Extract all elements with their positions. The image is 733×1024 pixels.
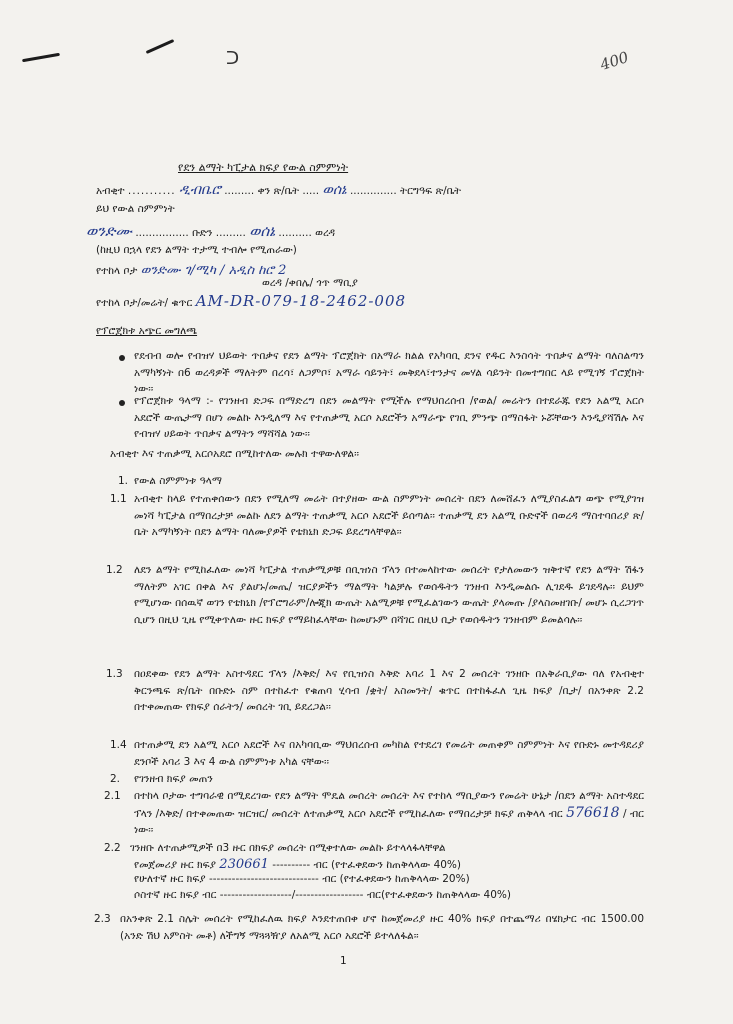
site-number: AM-DR-079-18-2462-008 <box>195 292 407 310</box>
clause-1-1: አብቂተ ከላይ የተጠቀሰውን በደን የሚለማ መሬት በተያዘው ውል ስምምነት መሰረት በደን ለመሸፈን ለሚያስፈልግ ወጭ የሚያገዝ መነሻ ካፒታል በማበረታቻ መልኩ ለደን ልማት ተጠቃሚ አርሶ አደሮች ይሰጣል፡፡ ተጠቃሚ ደን አልሚ ቡድኖች በወረዳ ማስተባበሪያ ጽ/ቤት አማካኝነት በደን ልማት ባለሙያዎች የቴክኒክ ድጋፍ ይደረግላቸዋል፡፡ <box>134 493 644 538</box>
parties-l1-b: ቀን ጽ/ቤት <box>257 185 300 197</box>
planting-site: ወንድሙ ገ/ሚካ / አዲስ ከሮ 2 <box>140 263 287 278</box>
parties-l1-c: ትርግዓፍ ጽ/ቤት <box>400 185 462 197</box>
parties-line-5b: ወረዳ /ቀበሌ/ ጎጥ ማቢያ <box>262 277 358 289</box>
clause-2-1-text: በተከላ ቦታው ተግባራዊ በሚደረገው የደን ልማት ሞዴል መሰረት መሰረት እና የተከላ ማቢያውን የመሬት ሁኔታ /በደን ልማት አስተዳደር ፕላን /እቅድ/ በተቀመጠው ዝርዝር/ መሰረት ለተጠቃሚ አርሶ አደሮች የሚከፈለው የማበረታቻ ክፍያ ጠቅላላ ብር <box>134 790 644 820</box>
lender-location: ወሰኔ <box>322 182 347 198</box>
parties-l5-a: የተከላ ቦታ <box>96 265 138 277</box>
payment-row-2: የሁለተኛ ዙር ክፍያ ----------------------------- ብር (የተፈቀደውን ከጠቅላላው 20%) <box>134 873 470 885</box>
section-1-title: የውል ስምምነቱ ዓላማ <box>134 475 222 487</box>
bullet-2: የፕሮጀክቱ ዓላማ :- የገንዘብ ድጋፍ በማድረግ በደን መልማት የሚችሉ የማህበረሰብ /የወል/ መሬትን በተደራጁ የደን አልሚ አርሶ አደሮች ውጤታማ በሆነ መልኩ እንዲለማ እና የተጠቃሚ አርሶ አደሮችን አማራጭ የገቢ ምንጭ በማስፋት ኑሯቸውን እንዲያሻሽሉ እና የብዝሃ ሀይወት ጥበቃና ልማትን ማሻሻል ነው፡፡ <box>134 395 644 440</box>
payment-3-note: ብር(የተፈቀደውን ከጠቅላላው 40%) <box>366 889 511 901</box>
pen-mark-3: ᑐ <box>226 48 240 69</box>
parties-l3-b: ወረዳ <box>315 227 336 239</box>
payment-1-note: ብር (የተፈቀደውን ከጠቅላላው 40%) <box>313 859 462 871</box>
parties-l1-a: አብቂተ <box>96 185 125 197</box>
bullet-dot-2 <box>119 400 125 406</box>
section-2-number: 2. <box>110 773 121 785</box>
page-number: 1 <box>340 955 347 967</box>
clause-2-2-number: 2.2 <box>104 842 121 854</box>
intro-line: አብቂተ እና ተጠቃሚ አርሶአደሮ በሚከተለው መሉክ ተዋውለዋል፡፡ <box>110 448 360 460</box>
payment-1-label: የመጀመሪያ ዙር ክፍያ <box>134 859 216 871</box>
parties-line-1: አብቂተ ........... ዲብቤሮ ......... ቀን ጽ/ቤት ..... ወሰኔ .............. ትርግዓፍ ጽ/ቤት <box>96 182 462 198</box>
parties-line-6 <box>96 294 406 311</box>
payment-row-3: ሶስተኛ ዙር ክፍያ ብር -------------------/------------------ ብር(የተፈቀደውን ከጠቅላላው 40%) <box>134 889 511 901</box>
bullet-1: የደብብ ወሎ የብዝሃ ህይወት ጥበቃና የደን ልማት ፕሮጀክት በአማራ ክልል የአካባቢ ደንና የዱር እንስሳት ጥበቃና ልማት ባለስልጣን አማካኝነት በ6 ወረዳዎች ማለትም በረሳ፣ ለጋምቦ፣ አማራ ሳይንት፣ መቅደላ፣ተንታና መሃል ሳይንት በመተግበር ላይ የሚገኝ ፕሮጀክት ነው፡፡ <box>134 350 644 395</box>
pen-mark-1 <box>22 53 60 63</box>
clause-1-2-number: 1.2 <box>106 564 123 576</box>
clause-2-1-end: / ብር ነው፡፡ <box>134 807 644 836</box>
clause-2-3-number: 2.3 <box>94 913 111 925</box>
parties-line-4: (ከዚህ በኋላ የደን ልማት ተታሚ ተብሎ የሚጠራው) <box>96 244 297 256</box>
margin-number: 400 <box>597 48 631 74</box>
clause-1-3-number: 1.3 <box>106 668 123 680</box>
payment-1-amount: 230661 <box>219 857 269 872</box>
page-title: የደን ልማት ካፒታል ክፍያ የውል ስምምነት <box>178 161 349 174</box>
payment-2-label: የሁለተኛ ዙር ክፍያ <box>134 873 206 885</box>
total-amount: 576618 <box>566 804 620 821</box>
parties-line-3: ወንድሙ ................ ቡድን ......... ወሰኔ .......... ወረዳ <box>86 222 336 240</box>
lender-name: ዲብቤሮ <box>178 182 221 198</box>
payment-2-note: ብር (የተፈቀደውን ከጠቅላላው 20%) <box>322 873 470 885</box>
clause-1-4: በተጠቃሚ ደን አልሚ አርሶ አደሮች እና በአካባቢው ማህበረሰብ መካከል የተደረገ የመሬት መጠቀም ስምምነት እና የቡድኑ መተዳደሪያ ደንቦች አባሪ 3 እና 4 ውል ስምምነቱ አካል ናቸው፡፡ <box>134 739 644 768</box>
group-name: ወንድሙ <box>86 222 132 240</box>
clause-2-2-title: ገንዘቡ ለተጠቃሚዎች በ3 ዙር በክፍያ መሰረት በሚቀተለው መልኩ ይተላላፋላቸዋል <box>130 842 446 854</box>
group-location: ወሰኔ <box>249 222 276 240</box>
clause-2-1-number: 2.1 <box>104 790 121 802</box>
pen-mark-2 <box>146 39 175 54</box>
bullet-dot-1 <box>119 355 125 361</box>
clause-1-1-number: 1.1 <box>110 493 127 505</box>
clause-1-3: በዐደቀው የደን ልማት አስተዳደር ፕላን /እቅድ/ እና የቢዝነስ እቅድ አባሪ 1 እና 2 መሰረት ገንዘቡ በአቅራቢያው ባለ የአብቂተ ቅርንጫፍ ጽ/ቤት በቡድኑ ስም በተከፈተ የቁጠባ ሂሳብ /ቋት/ አስመንት/ ቁጥር በተከፋፈለ ጊዜ ክፍያ /ቢታ/ በአንቀጽ 2.2 በተቀመጠው የክፍያ ሰራትን/ መሰረት ገቢ ይደረጋል፡፡ <box>134 668 644 713</box>
clause-1-4-number: 1.4 <box>110 739 127 751</box>
section-2-title: የገንዘብ ክፍያ መጠን <box>134 773 213 785</box>
payment-3-label: ሶስተኛ ዙር ክፍያ ብር <box>134 889 217 901</box>
clause-2-3: በአንቀጽ 2.1 ስሌት መሰረት የሚከፈለዉ ክፍያ እንደተጠበቀ ሆኖ ከመጀመሪያ ዙር 40% ክፍያ በተጨማሪ በሄክታር ብር 1500.00 (አንድ ሽህ አምስት መቶ) ለችግኝ ማጓጓዥያ ለአልሚ አርሶ አደሮች ይተላለፋል፡፡ <box>120 913 644 942</box>
clause-1-2: ለደን ልማት የሚከፈለው መነሻ ካፒታል ተጠቃሚዎቹ በቢዝነስ ፕላን በተመላከተው መሰረት የታለመውን ዝቅተኛ የደን ልማት ሽፋን ማለትም አገር በቀል እና ያልሆኑ/መጤ/ ዝርያዎችን ማልማት ካልቻሉ የወሰዱትን ገንዘብ እንዲመልሱ ሊገደዱ ይገደዳሉ፡፡ ይህም የሚሆነው በሰዉኛ ወገን የቴክኒክ /የፕሮግራም/ሎጂክ ውጤት አልሚዎቹ የሚፈልገውን ውጤት ያላመጡ /ያላስመዘገቡ/ መሆኑ ሲረጋገጥ ሲሆን በዚህ ጊዜ የሚቀጥለው ዙር ክፍያ የማይከፈላቸው ከመሆኑም በሻገር በዚህ ቢታ የወሰዱትን ገንዘብም ይመልሳሉ፡፡ <box>134 564 644 626</box>
clause-2-1 <box>134 788 644 839</box>
parties-line-7: የፕሮጀክቱ አጭር መግለጫ <box>96 325 198 337</box>
parties-l6-a: የተከላ ቦታ/መሬት/ ቁጥር <box>96 297 193 309</box>
parties-l3-a: ቡድን <box>192 227 213 239</box>
parties-line-5 <box>96 263 286 279</box>
section-1-number: 1. <box>118 475 129 487</box>
parties-line-2: ይህ የውል ስምምነት <box>96 203 175 215</box>
payment-row-1: የመጀመሪያ ዙር ክፍያ 230661 ---------- ብር (የተፈቀደውን ከጠቅላላው 40%) <box>134 857 462 872</box>
